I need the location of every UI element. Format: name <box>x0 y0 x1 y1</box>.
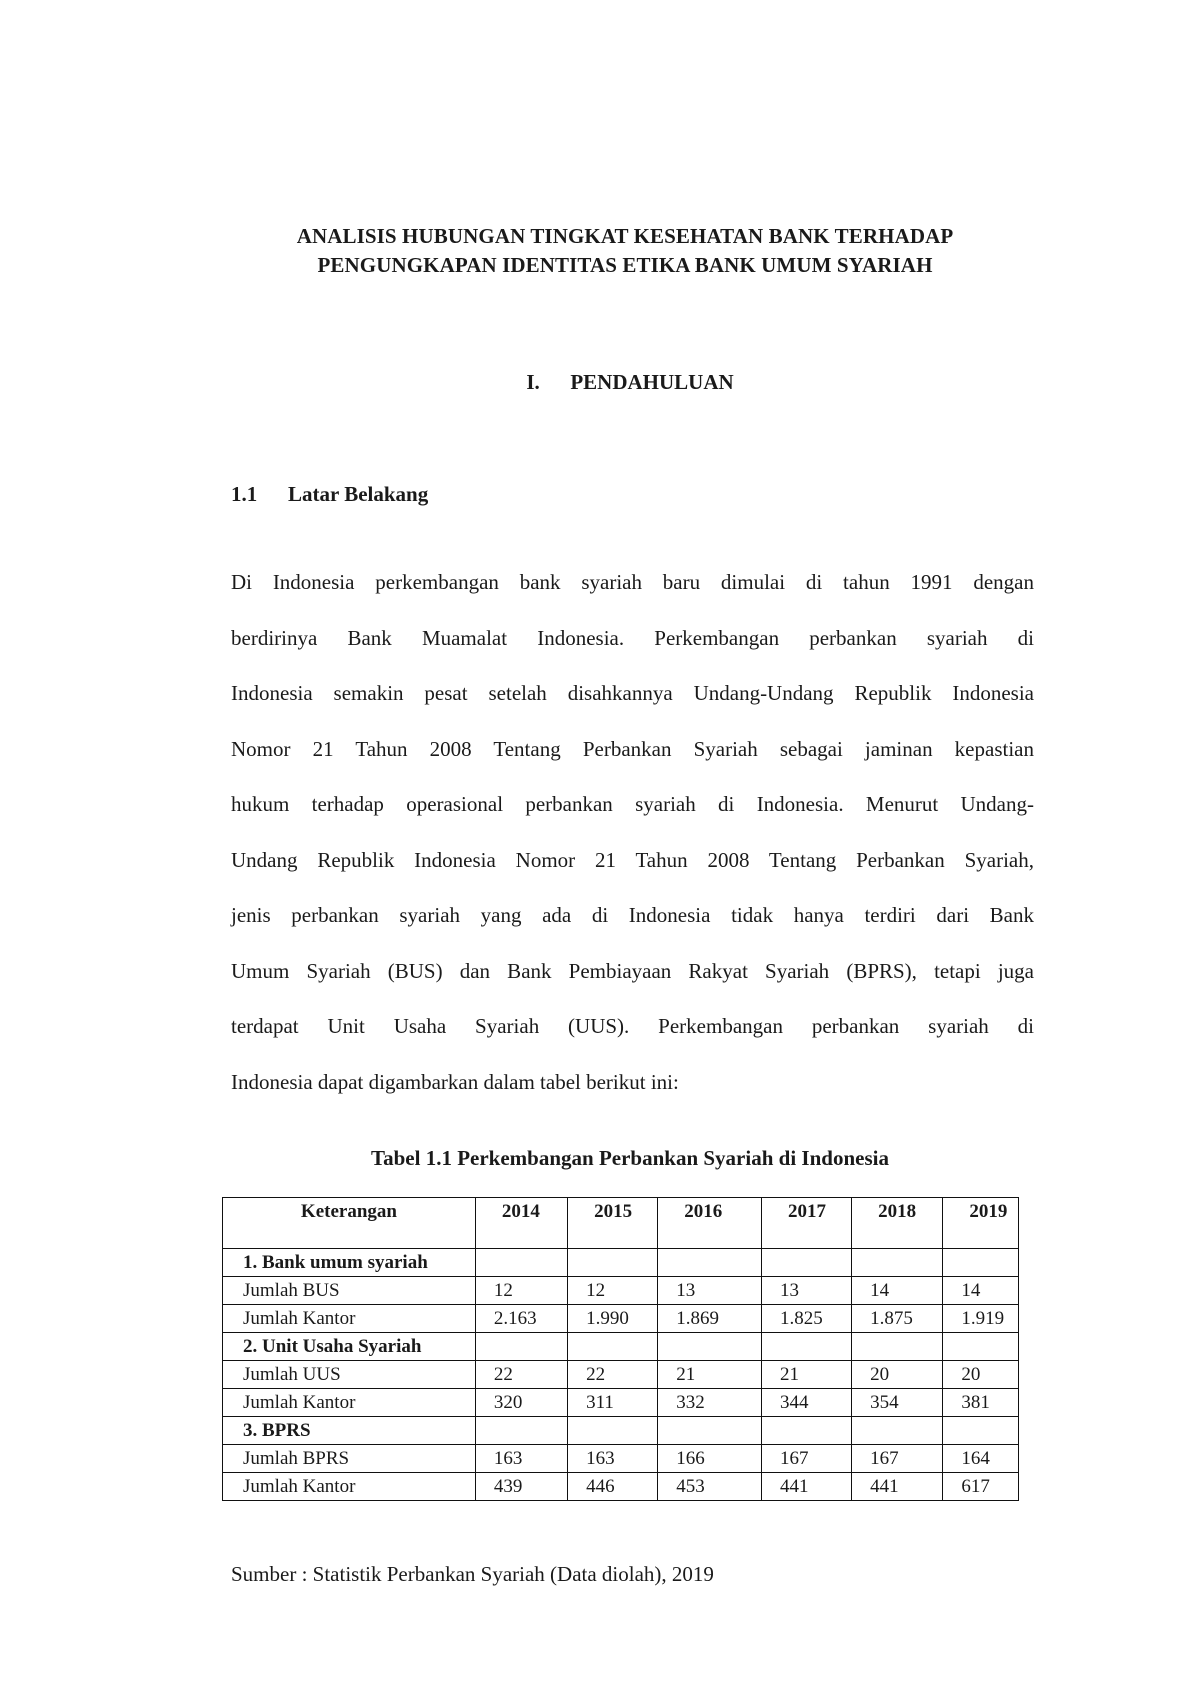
table-cell: 167 <box>852 1445 943 1473</box>
table-group-row <box>223 1249 1019 1277</box>
table-row <box>223 1389 1019 1417</box>
table-cell <box>852 1249 943 1277</box>
table-group-row <box>223 1333 1019 1361</box>
table-cell: 311 <box>568 1389 658 1417</box>
table-cell <box>761 1417 851 1445</box>
paragraph-line: Di Indonesia perkembangan bank syariah baru dimulai di tahun 1991 dengan <box>231 570 1034 594</box>
row-label: Jumlah BPRS <box>223 1445 476 1473</box>
section-heading <box>231 482 428 507</box>
table-header-row <box>223 1198 1019 1249</box>
paragraph-line: hukum terhadap operasional perbankan syariah di Indonesia. Menurut Undang- <box>231 792 1034 816</box>
paragraph-line: terdapat Unit Usaha Syariah (UUS). Perkembangan perbankan syariah di <box>231 1014 1034 1038</box>
table-cell <box>568 1249 658 1277</box>
paragraph-line: berdirinya Bank Muamalat Indonesia. Perkembangan perbankan syariah di <box>231 625 1034 650</box>
table-cell: 12 <box>568 1277 658 1305</box>
table-cell: 21 <box>658 1361 762 1389</box>
table-cell <box>761 1249 851 1277</box>
table-caption: Tabel 1.1 Perkembangan Perbankan Syariah di Indonesia <box>371 1146 889 1170</box>
table-cell: 332 <box>658 1389 762 1417</box>
table-cell: 1.875 <box>852 1305 943 1333</box>
table-row <box>223 1277 1019 1305</box>
table-source-note: Sumber : Statistik Perbankan Syariah (Data diolah), 2019 <box>231 1562 714 1586</box>
table-cell <box>658 1333 762 1361</box>
row-label: Jumlah BUS <box>223 1277 476 1305</box>
row-label: Jumlah Kantor <box>223 1473 476 1501</box>
table-cell: 166 <box>658 1445 762 1473</box>
table-cell <box>475 1249 567 1277</box>
row-label: Jumlah Kantor <box>223 1305 476 1333</box>
table-row <box>223 1473 1019 1501</box>
table-cell: 13 <box>658 1277 762 1305</box>
table-cell <box>943 1333 1019 1361</box>
table-cell <box>475 1417 567 1445</box>
table-cell: 354 <box>852 1389 943 1417</box>
table-cell: 446 <box>568 1473 658 1501</box>
table-cell: 1.990 <box>568 1305 658 1333</box>
table-cell <box>658 1249 762 1277</box>
table-cell <box>943 1417 1019 1445</box>
paragraph-line: Nomor 21 Tahun 2008 Tentang Perbankan Syariah sebagai jaminan kepastian <box>231 736 1034 761</box>
table-cell: 21 <box>761 1361 851 1389</box>
table-cell: 617 <box>943 1473 1019 1501</box>
table-cell: 164 <box>943 1445 1019 1473</box>
table-cell: 381 <box>943 1389 1019 1417</box>
table-group-row <box>223 1417 1019 1445</box>
table-cell: 20 <box>943 1361 1019 1389</box>
table-cell: 320 <box>475 1389 567 1417</box>
table-cell: 13 <box>761 1277 851 1305</box>
row-label: Jumlah UUS <box>223 1361 476 1389</box>
header-year: 2019 <box>943 1198 1019 1249</box>
chapter-label: PENDAHULUAN <box>570 370 734 394</box>
table-cell: 441 <box>761 1473 851 1501</box>
table-cell <box>568 1417 658 1445</box>
table-cell: 163 <box>475 1445 567 1473</box>
row-label: Jumlah Kantor <box>223 1389 476 1417</box>
header-year: 2014 <box>475 1198 567 1249</box>
row-label: 2. Unit Usaha Syariah <box>223 1333 476 1361</box>
row-label: 1. Bank umum syariah <box>223 1249 476 1277</box>
table-cell: 1.825 <box>761 1305 851 1333</box>
document-title-line-2: PENGUNGKAPAN IDENTITAS ETIKA BANK UMUM SYARIAH <box>317 253 933 277</box>
header-year: 2017 <box>761 1198 851 1249</box>
table-cell: 22 <box>475 1361 567 1389</box>
paragraph-line: Umum Syariah (BUS) dan Bank Pembiayaan Rakyat Syariah (BPRS), tetapi juga <box>231 958 1034 983</box>
table-cell: 14 <box>852 1277 943 1305</box>
table-cell: 14 <box>943 1277 1019 1305</box>
table-cell <box>658 1417 762 1445</box>
table-cell <box>852 1333 943 1361</box>
table-cell: 167 <box>761 1445 851 1473</box>
table-cell: 439 <box>475 1473 567 1501</box>
header-year: 2015 <box>568 1198 658 1249</box>
chapter-number: I. <box>526 370 540 394</box>
paragraph-line: jenis perbankan syariah yang ada di Indonesia tidak hanya terdiri dari Bank <box>231 903 1034 927</box>
table-cell <box>568 1333 658 1361</box>
chapter-heading <box>0 370 1200 395</box>
table-cell <box>761 1333 851 1361</box>
table-cell: 12 <box>475 1277 567 1305</box>
row-label: 3. BPRS <box>223 1417 476 1445</box>
table-cell: 2.163 <box>475 1305 567 1333</box>
table-cell: 441 <box>852 1473 943 1501</box>
table-cell <box>943 1249 1019 1277</box>
header-year: 2018 <box>852 1198 943 1249</box>
table-cell: 163 <box>568 1445 658 1473</box>
table-cell: 344 <box>761 1389 851 1417</box>
paragraph-line: Indonesia semakin pesat setelah disahkannya Undang-Undang Republik Indonesia <box>231 681 1034 705</box>
document-title-line-1: ANALISIS HUBUNGAN TINGKAT KESEHATAN BANK TERHADAP <box>296 224 954 248</box>
table-cell: 453 <box>658 1473 762 1501</box>
paragraph-line: Undang Republik Indonesia Nomor 21 Tahun 2008 Tentang Perbankan Syariah, <box>231 847 1034 872</box>
table-row <box>223 1305 1019 1333</box>
table-row <box>223 1361 1019 1389</box>
table-row <box>223 1445 1019 1473</box>
section-label: Latar Belakang <box>288 482 429 506</box>
table-cell: 22 <box>568 1361 658 1389</box>
table-cell: 1.919 <box>943 1305 1019 1333</box>
data-table <box>222 1197 1019 1501</box>
paragraph-line: Indonesia dapat digambarkan dalam tabel berikut ini: <box>231 1069 679 1094</box>
section-number: 1.1 <box>231 482 258 506</box>
table-cell <box>475 1333 567 1361</box>
header-keterangan: Keterangan <box>223 1198 476 1249</box>
table-cell: 20 <box>852 1361 943 1389</box>
table-cell: 1.869 <box>658 1305 762 1333</box>
header-year: 2016 <box>658 1198 762 1249</box>
table-cell <box>852 1417 943 1445</box>
